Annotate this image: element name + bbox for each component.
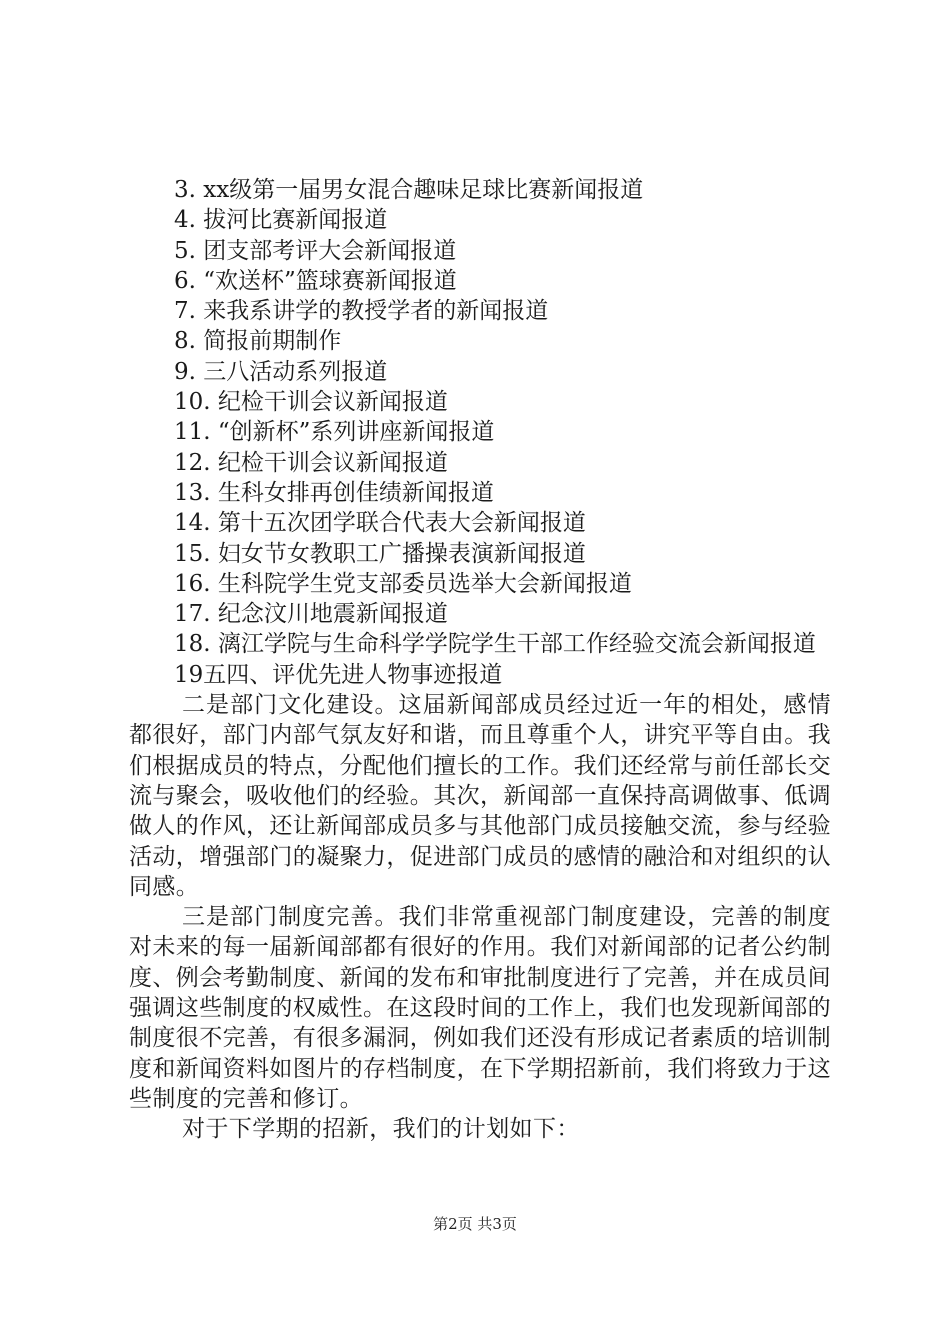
list-item: 13. 生科女排再创佳绩新闻报道	[174, 479, 494, 506]
list-item: 3. xx级第一届男女混合趣味足球比赛新闻报道	[174, 177, 644, 203]
list-item: 15. 妇女节女教职工广播操表演新闻报道	[174, 540, 586, 567]
paragraph-culture: 二是部门文化建设。这届新闻部成员经过近一年的相处，感情都很好，部门内部气氛友好和谐，而且尊重个人，讲究平等自由。我们根据成员的特点，分配他们擅长的工作。我们还经常与前任部长交流与聚会，吸收他们的经验。其次，新闻部一直保持高调做事、低调做人的作风，还让新闻部成员多与其他部门成员接触交流，参与经验活动，增强部门的凝聚力，促进部门成员的感情的融洽和对组织的认同感。	[129, 692, 831, 900]
paragraph-system: 三是部门制度完善。我们非常重视部门制度建设，完善的制度对未来的每一届新闻部都有很好的作用。我们对新闻部的记者公约制度、例会考勤制度、新闻的发布和审批制度进行了完善，并在成员间强调这些制度的权威性。在这段时间的工作上，我们也发现新闻部的制度很不完善，有很多漏洞，例如我们还没有形成记者素质的培训制度和新闻资料如图片的存档制度，在下学期招新前，我们将致力于这些制度的完善和修订。	[129, 904, 831, 1112]
list-item: 11. “创新杯”系列讲座新闻报道	[174, 419, 495, 446]
list-item: 19五四、评优先进人物事迹报道	[174, 661, 503, 688]
list-item: 10. 纪检干训会议新闻报道	[174, 389, 448, 416]
document-body	[129, 175, 831, 1145]
list-item: 8. 简报前期制作	[174, 328, 342, 355]
list-item: 4. 拔河比赛新闻报道	[174, 207, 388, 234]
list-item: 5. 团支部考评大会新闻报道	[174, 237, 457, 264]
list-item: 12. 纪检干训会议新闻报道	[174, 449, 448, 476]
list-item: 14. 第十五次团学联合代表大会新闻报道	[174, 510, 586, 537]
list-item: 9. 三八活动系列报道	[174, 358, 388, 385]
paragraph-recruitment: 对于下学期的招新，我们的计划如下：	[182, 1116, 580, 1143]
list-item: 18. 漓江学院与生命科学学院学生干部工作经验交流会新闻报道	[174, 631, 816, 658]
list-item: 17. 纪念汶川地震新闻报道	[174, 601, 448, 628]
page-footer: 第2页 共3页	[433, 1215, 517, 1233]
list-item: 6. “欢送杯”篮球赛新闻报道	[174, 267, 457, 294]
list-item: 16. 生科院学生党支部委员选举大会新闻报道	[174, 570, 632, 597]
list-item: 7. 来我系讲学的教授学者的新闻报道	[174, 298, 549, 325]
